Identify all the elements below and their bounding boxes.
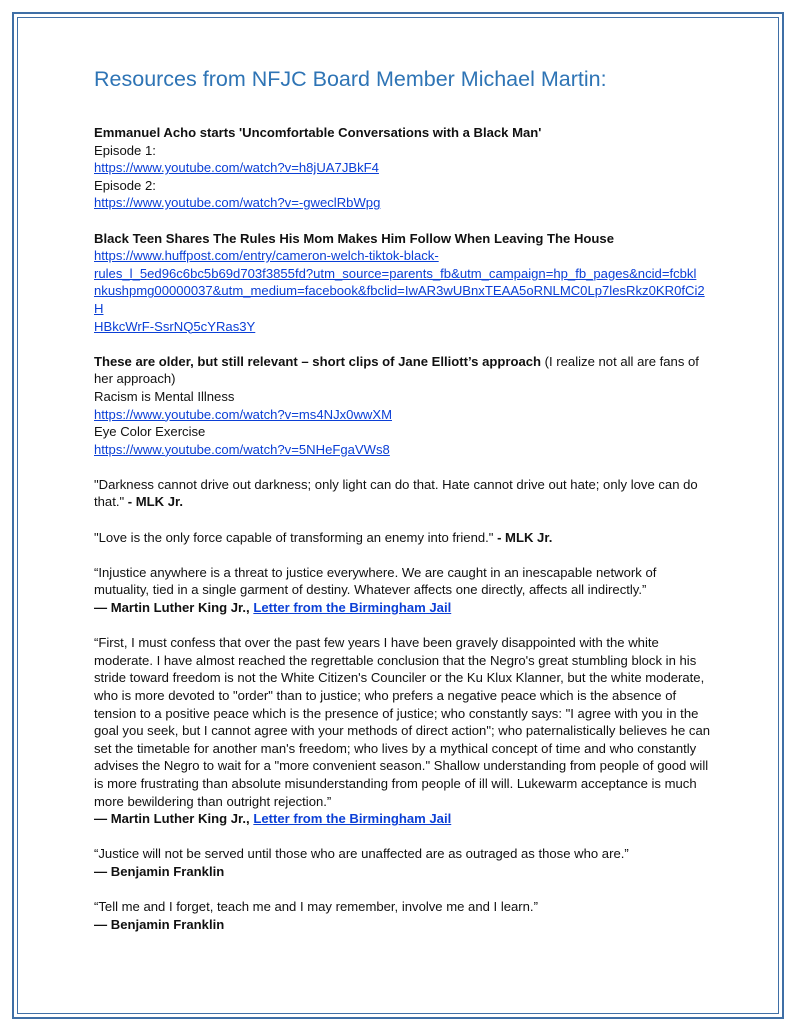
acho-section: [94, 124, 714, 212]
quote-3-attribution: [94, 599, 714, 617]
quote-6: [94, 898, 714, 933]
clip-2-link[interactable]: https://www.youtube.com/watch?v=5NHeFgaVWs8: [94, 441, 390, 457]
teen-heading: Black Teen Shares The Rules His Mom Makes Him Follow When Leaving The House: [94, 230, 614, 246]
elliott-section: [94, 353, 714, 459]
quote-3: [94, 564, 714, 617]
quote-6-author: — Benjamin Franklin: [94, 916, 225, 932]
elliott-heading: [94, 353, 714, 388]
quote-2-text: "Love is the only force capable of transforming an enemy into friend.": [94, 529, 498, 545]
quote-4: [94, 634, 714, 828]
elliott-heading-note: (I realize not all are fans of her approach): [94, 353, 699, 387]
quote-1-text: "Darkness cannot drive out darkness; only light can do that. Hate cannot drive out hate; only love can do that.": [94, 476, 698, 510]
quote-5-text: “Justice will not be served until those who are unaffected are as outraged as those who are.”: [94, 846, 629, 862]
quote-4-attribution: [94, 810, 714, 828]
quote-1-author: - MLK Jr.: [127, 494, 184, 510]
document-body: [94, 64, 714, 951]
clip-1-link[interactable]: https://www.youtube.com/watch?v=ms4NJx0wwXM: [94, 406, 392, 422]
episode-2-label: Episode 2:: [94, 177, 156, 193]
teen-link[interactable]: [94, 247, 714, 335]
clip-2-label: Eye Color Exercise: [94, 424, 206, 440]
episode-2-link[interactable]: https://www.youtube.com/watch?v=-gweclRbWpg: [94, 195, 381, 211]
teen-link-line-3[interactable]: nkushpmg00000037&utm_medium=facebook&fbclid=IwAR3wUBnxTEAA5oRNLMC0Lp7lesRkz0KR0fCi2H: [94, 283, 705, 316]
episode-1-link[interactable]: https://www.youtube.com/watch?v=h8jUA7JBkF4: [94, 160, 379, 176]
teen-link-line-2[interactable]: rules_l_5ed96c6bc5b69d703f3855fd?utm_source=parents_fb&utm_campaign=hp_fb_pages&ncid=fcbkl: [94, 265, 697, 281]
quote-4-source-link[interactable]: Letter from the Birmingham Jail: [253, 811, 452, 827]
episode-1-label: Episode 1:: [94, 142, 156, 158]
quote-3-text: “Injustice anywhere is a threat to justice everywhere. We are caught in an inescapable network of mutuality, tied in a single garment of destiny. Whatever affects one directly, affects all indirectly.”: [94, 564, 657, 598]
clip-1-label: Racism is Mental Illness: [94, 388, 235, 404]
quote-2: [94, 529, 714, 547]
quote-5-author: — Benjamin Franklin: [94, 863, 225, 879]
quote-2-author: - MLK Jr.: [497, 529, 553, 545]
quote-4-author: — Martin Luther King Jr.,: [94, 811, 254, 827]
quote-6-text: “Tell me and I forget, teach me and I may remember, involve me and I learn.”: [94, 899, 538, 915]
elliott-heading-bold: These are older, but still relevant – short clips of Jane Elliott’s approach: [94, 353, 542, 369]
teen-link-line-4[interactable]: HBkcWrF-SsrNQ5cYRas3Y: [94, 318, 256, 334]
quote-3-source-link[interactable]: Letter from the Birmingham Jail: [253, 600, 452, 616]
page-title: Resources from NFJC Board Member Michael Martin:: [94, 67, 607, 91]
quote-5: [94, 845, 714, 880]
teen-link-line-1[interactable]: https://www.huffpost.com/entry/cameron-welch-tiktok-black-: [94, 248, 439, 264]
teen-section: [94, 230, 714, 336]
acho-heading: Emmanuel Acho starts 'Uncomfortable Conversations with a Black Man': [94, 125, 542, 140]
quote-1: [94, 476, 714, 511]
quote-4-text: “First, I must confess that over the past few years I have been gravely disappointed with the white moderate. I have almost reached the regrettable conclusion that the Negro's great stumbling block in his stride toward freedom is not the White Citizen's Counciler or the Ku Klux Klanner, but the white moderate, who is more devoted to "order" than to justice; who prefers a negative peace which is the absence of tension to a positive peace which is the presence of justice; who constantly says: "I agree with you in the goal you seek, but I cannot agree with your methods of direct action"; who paternalistically believes he can set the timetable for another man's freedom; who lives by a mythical concept of time and who constantly advises the Negro to wait for a "more convenient season." Shallow understanding from people of good will is more frustrating than absolute misunderstanding from people of ill will. Lukewarm acceptance is much more bewildering than outright rejection.”: [94, 635, 711, 809]
quote-3-author: — Martin Luther King Jr.,: [94, 600, 254, 616]
